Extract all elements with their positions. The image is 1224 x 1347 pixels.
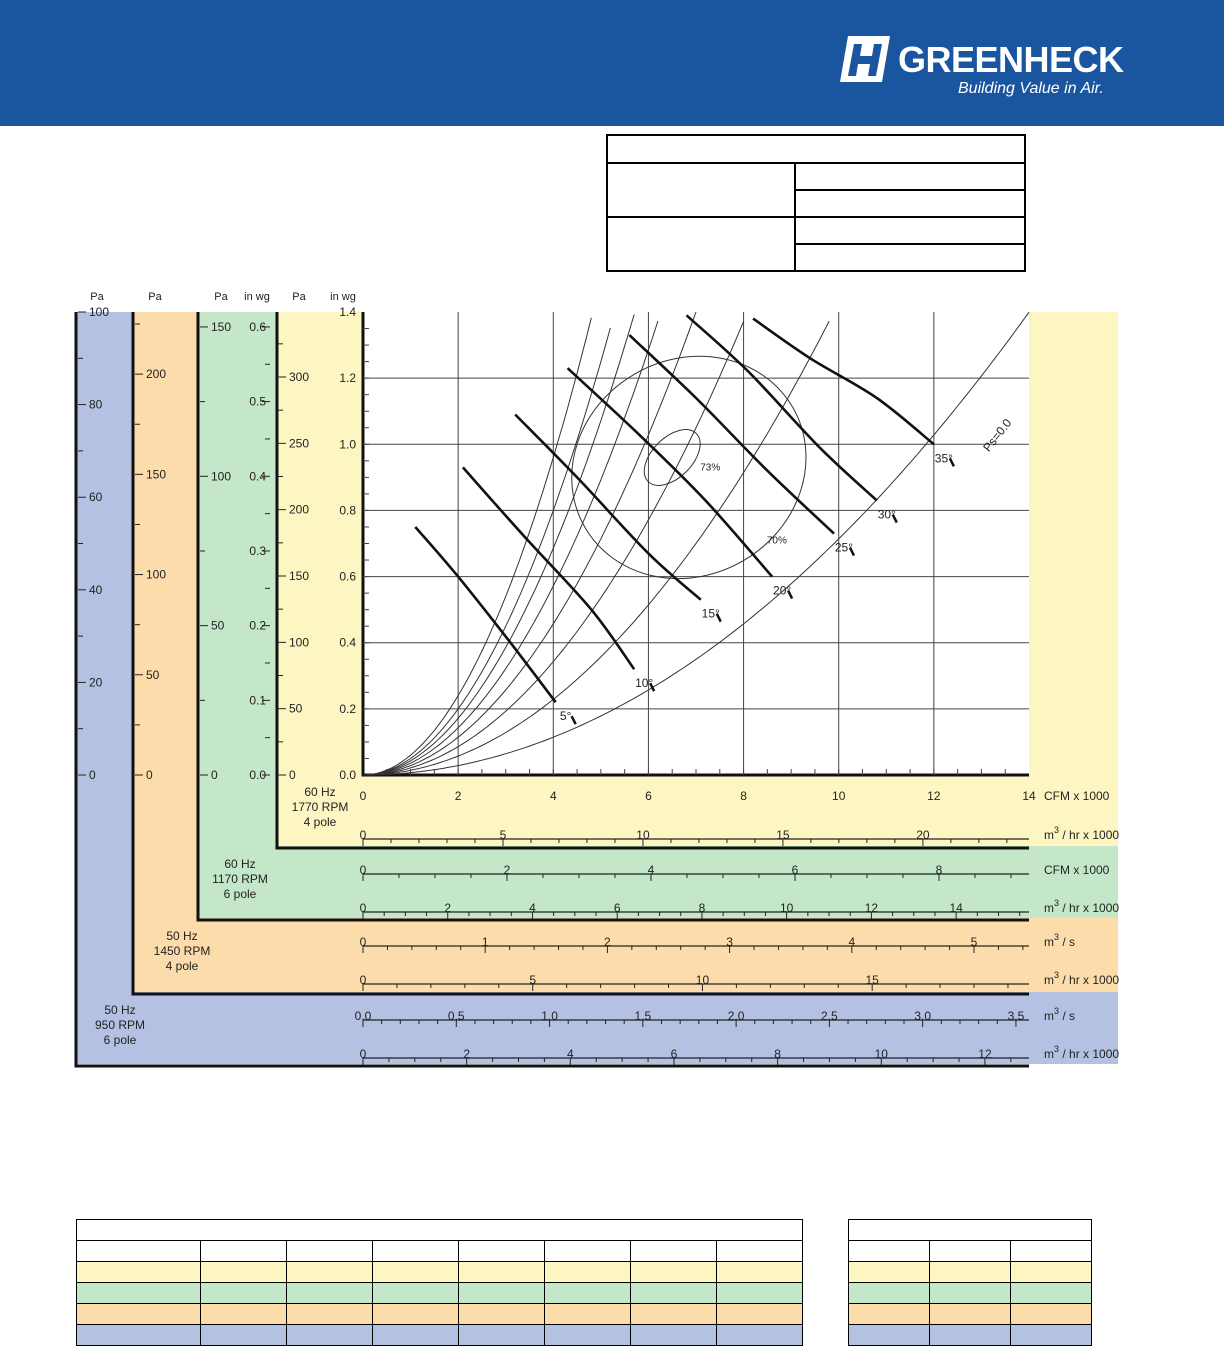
performance-table-left [76, 1219, 803, 1346]
flow-label: 5 [499, 828, 507, 842]
brand-name: GREENHECK [898, 39, 1124, 80]
flow-label: 0.5 [447, 1009, 465, 1023]
pressure-label: 80 [89, 397, 103, 412]
flow-label: 10 [874, 1047, 888, 1061]
flow-label: 0 [359, 863, 367, 877]
flow-label: 0 [359, 935, 367, 949]
ps-zero-label: Ps=0.0 [980, 416, 1015, 455]
pressure-label: 50 [146, 667, 160, 682]
flow-label: 2 [604, 935, 611, 949]
pressure-label: 150 [146, 467, 167, 482]
pressure-label: 0.4 [249, 469, 266, 484]
brand-header [0, 0, 1224, 126]
axis-unit-header: in wg [330, 291, 356, 303]
flow-label: 4 [647, 863, 655, 877]
pressure-label: 40 [89, 582, 103, 597]
blade-label-6: 30° [877, 507, 896, 522]
flow-label: 12 [864, 901, 879, 915]
flow-label: 2.0 [727, 1009, 745, 1023]
flow-label: 6 [670, 1047, 678, 1061]
pressure-label: 300 [289, 370, 310, 385]
flow-label: 8 [774, 1047, 781, 1061]
speed-label-3: 1450 RPM [153, 944, 211, 958]
flow-label: 0 [359, 973, 367, 987]
pressure-label: 20 [89, 675, 103, 690]
flow-label: 5 [970, 935, 978, 949]
pressure-label: 100 [89, 305, 110, 319]
flow-label: 3.5 [1007, 1009, 1025, 1023]
y-tick-label: 0.2 [339, 701, 356, 716]
speed-label-4: 50 Hz [104, 1003, 136, 1017]
flow-unit: $m^3$ / hr x 1000 [1044, 1044, 1120, 1061]
flow-label: 4 [529, 901, 536, 915]
blade-label-1: 5° [559, 709, 572, 724]
pressure-label: 0.0 [249, 768, 266, 782]
blade-label-4: 20° [773, 583, 792, 598]
pressure-label: 100 [211, 469, 232, 484]
efficiency-label-70: 70% [766, 535, 787, 547]
efficiency-label-73: 73% [700, 462, 721, 474]
flow-unit: $m^3$ / s [1044, 932, 1076, 949]
pressure-label: 250 [289, 436, 310, 451]
brand-tagline: Building Value in Air. [958, 80, 1104, 97]
speed-label-4: 6 pole [103, 1033, 137, 1047]
flow-label: 0 [359, 901, 367, 915]
pressure-label: 0.3 [249, 543, 266, 558]
pressure-label: 200 [146, 367, 167, 382]
y-tick-label: 0.8 [339, 503, 356, 518]
flow-label: 12 [978, 1047, 992, 1061]
flow-label: 2 [463, 1047, 471, 1061]
y-tick-label: 1.0 [339, 437, 356, 452]
pressure-label: 0.5 [249, 394, 266, 409]
flow-label: 5 [529, 973, 537, 987]
flow-label: 0.0 [354, 1009, 372, 1023]
flow-label: 2 [454, 789, 462, 803]
blade-label-5: 25° [834, 540, 854, 555]
speed-label-1: 60 Hz [304, 785, 336, 799]
flow-unit: CFM x 1000 [1044, 789, 1110, 803]
flow-label: 20 [916, 828, 930, 842]
flow-unit: $m^3$ / hr x 1000 [1044, 898, 1120, 915]
flow-label: 3 [726, 935, 733, 949]
flow-label: 6 [645, 789, 652, 803]
flow-label: 15 [776, 828, 790, 842]
y-tick-label: 1.4 [339, 305, 356, 319]
pressure-label: 0 [289, 768, 296, 782]
pressure-label: 50 [289, 701, 303, 716]
axis-unit-header: Pa [292, 291, 306, 303]
pressure-label: 50 [211, 618, 225, 633]
pressure-label: 0.2 [249, 618, 266, 633]
flow-label: 4 [566, 1047, 574, 1061]
axis-unit-header: Pa [148, 291, 162, 303]
flow-label: 3.0 [914, 1009, 932, 1023]
flow-label: 0 [359, 789, 367, 803]
pressure-label: 100 [289, 635, 310, 650]
flow-unit: CFM x 1000 [1044, 863, 1110, 877]
blade-label-7: 35° [934, 451, 953, 466]
pressure-label: 0.6 [249, 319, 266, 334]
pressure-label: 0 [146, 768, 153, 782]
y-tick-label: 1.2 [339, 371, 356, 386]
flow-label: 10 [695, 973, 710, 987]
pressure-label: 100 [146, 567, 167, 582]
flow-label: 10 [779, 901, 794, 915]
flow-label: 2.5 [821, 1009, 838, 1023]
greenheck-logo-icon [838, 34, 892, 84]
flow-label: 15 [865, 973, 879, 987]
blade-label-3: 15° [701, 606, 720, 621]
pressure-label: 0 [89, 768, 96, 782]
y-tick-label: 0.4 [339, 635, 356, 650]
speed-label-3: 4 pole [165, 959, 199, 973]
flow-label: 4 [549, 789, 557, 803]
pressure-label: 60 [89, 490, 103, 505]
flow-label: 10 [832, 789, 846, 803]
axis-unit-header: Pa [214, 291, 228, 303]
flow-label: 10 [636, 828, 650, 842]
flow-unit: $m^3$ / hr x 1000 [1044, 825, 1120, 842]
flow-label: 6 [791, 863, 799, 877]
flow-label: 6 [613, 901, 621, 915]
speed-label-3: 50 Hz [166, 929, 198, 943]
pressure-label: 150 [211, 319, 232, 334]
speed-label-1: 1770 RPM [291, 800, 349, 814]
axis-unit-header: in wg [244, 291, 270, 303]
axis-unit-header: Pa [90, 291, 104, 303]
pressure-label: 200 [289, 502, 310, 517]
flow-label: 2 [444, 901, 452, 915]
speed-label-2: 1170 RPM [212, 872, 268, 886]
flow-label: 0 [359, 1047, 367, 1061]
flow-label: 14 [1022, 789, 1036, 803]
blade-label-2: 10° [635, 676, 654, 691]
speed-label-1: 4 pole [303, 815, 337, 829]
flow-unit: $m^3$ / s [1044, 1006, 1076, 1023]
speed-label-2: 60 Hz [224, 857, 256, 871]
flow-unit: $m^3$ / hr x 1000 [1044, 970, 1120, 987]
pressure-label: 150 [289, 569, 310, 584]
speed-label-4: 950 RPM [94, 1018, 146, 1032]
flow-label: 1 [481, 935, 489, 949]
flow-label: 4 [848, 935, 856, 949]
flow-label: 8 [740, 789, 747, 803]
y-tick-label: 0.0 [339, 768, 356, 782]
flow-label: 2 [503, 863, 511, 877]
flow-label: 8 [698, 901, 706, 915]
pressure-label: 0 [211, 768, 218, 782]
performance-table-right [848, 1219, 1092, 1346]
flow-label: 14 [949, 901, 963, 915]
flow-label: 1.0 [541, 1009, 558, 1023]
flow-label: 12 [927, 789, 941, 803]
flow-label: 0 [359, 828, 367, 842]
y-tick-label: 0.6 [339, 569, 356, 584]
pressure-label: 0.1 [249, 693, 266, 708]
flow-label: 8 [935, 863, 943, 877]
flow-label: 1.5 [634, 1009, 652, 1023]
fan-performance-chart [0, 280, 1224, 1080]
spec-box [606, 134, 1026, 272]
speed-label-2: 6 pole [223, 887, 257, 901]
